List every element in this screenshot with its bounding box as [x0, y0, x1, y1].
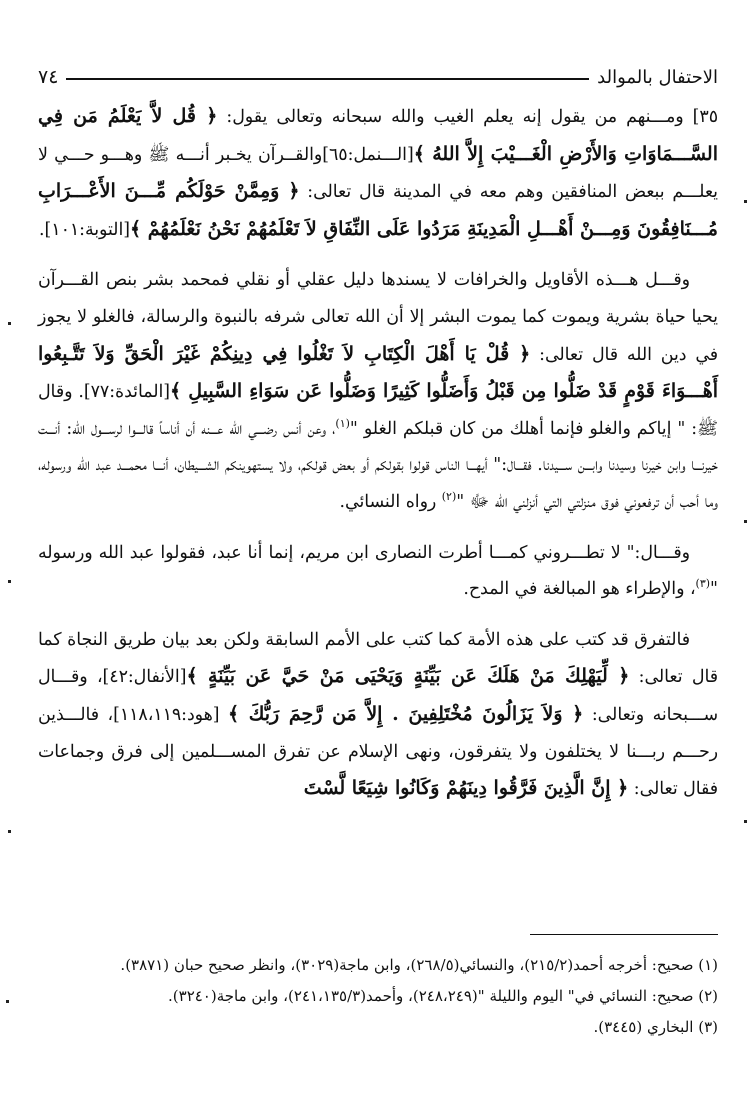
- text-segment: [الـــنمل:٦٥]والقــرآن يخـبر أنـــه ﷺ وهـــو حـــي لا يعلـــم ببعض المنافقين وهم معه في المدينة قال تعالى:: [38, 144, 718, 203]
- paragraph-1: [38, 98, 718, 248]
- footnote-1: (١) صحيح: أخرجه أحمد(٢١٥/٢)، والنسائي(٢٦٨/٥)، وابن ماجة(٣٠٢٩)، وانظر صحيح حبان (٣٨٧١).: [120, 956, 718, 974]
- footnote-separator: [530, 934, 718, 935]
- quran-verse: ﴿ إِنَّ الَّذِينَ فَرَّقُوا دِينَهُمْ وَكَانُوا شِيَعًا لَّسْتَ: [303, 777, 629, 800]
- quran-verse: ﴿ قُل لاَّ يَعْلَمُ مَن فِي السَّـــمَاوَاتِ وَالأَرْضِ الْغَـــيْبَ إِلاَّ اللهُ ﴾: [38, 105, 718, 165]
- running-header: [38, 60, 718, 88]
- footnotes: [38, 952, 718, 1045]
- text-segment: فالتفرق قد كتب على هذه الأمة كما كتب على الأمم السابقة ولكن بعد بيان طريق النجاة كما قال تعالى:: [38, 629, 718, 688]
- text-segment: [المائدة:٧٧]. وقال ﷺ: " إياكم والغلو فإنما أهلك من كان قبلكم الغلو ": [38, 382, 718, 439]
- quran-verse: ﴿ وَمِمَّنْ حَوْلَكُم مِّـــنَ الأَعْـــرَابِ مُـــنَافِقُونَ وَمِـــنْ أَهْـــلِ الْمَدِينَةِ مَرَدُوا عَلَى النِّفَاقِ لاَ تَعْلَمُهُمْ نَحْنُ نَعْلَمُهُمْ ﴾: [38, 180, 718, 240]
- text-segment: وقـــال:" لا تطـــروني كمـــا أطرت النصارى ابن مريم، إنما أنا عبد، فقولوا عبد الله ورسوله ": [38, 542, 718, 600]
- footnote-3: (٣) البخاري (٣٤٤٥).: [593, 1018, 718, 1036]
- text-segment: [الأنفال:٤٢]، وقـــال ســـبحانه وتعالى:: [38, 667, 718, 725]
- scan-mark: [744, 520, 747, 523]
- text-segment: رواه النسائي.: [339, 491, 442, 512]
- scan-mark: [744, 200, 747, 203]
- text-segment: ٣٥] ومـــنهم من يقول إنه يعلم الغيب والله سبحانه وتعالى يقول:: [217, 107, 718, 127]
- footnote-marker: (٢): [441, 490, 457, 504]
- text-segment: [هود:١١٨،١١٩]، فالـــذين رحـــم ربـــنا لا يختلفون ولا يتفرقون، ونهى الإسلام عن تفرق المســـلمين إلى فرق وجماعات فقال تعالى:: [38, 704, 718, 800]
- header-rule: [66, 78, 589, 80]
- paragraph-3: [38, 535, 718, 608]
- scan-mark: [8, 322, 11, 325]
- main-text: [38, 98, 718, 822]
- running-title: الاحتفال بالموالد: [597, 67, 718, 88]
- scan-mark: [744, 820, 747, 823]
- scan-mark: [8, 830, 11, 833]
- scan-mark: [6, 1000, 9, 1003]
- quran-verse: ﴿ وَلاَ يَزَالُونَ مُخْتَلِفِينَ . إِلاَّ مَن رَّحِمَ رَبُّكَ ﴾: [227, 702, 584, 725]
- text-segment: وقـــل هـــذه الأقاويل والخرافات لا يسندها دليل عقلي أو نقلي فمحمد بشر بنص القـــرآن يحيا حياة بشرية ويموت كما يموت البشر إلا أن الله تعالى شرفه بالنبوة والرسالة، فالغلو لا يجوز في دين الله قال تعالى:: [38, 270, 718, 365]
- text-segment: ، والإطراء هو المبالغة في المدح.: [463, 579, 696, 600]
- quran-verse: ﴿ قُلْ يَا أَهْلَ الْكِتَابِ لاَ تَغْلُوا فِي دِينِكُمْ غَيْرَ الْحَقِّ وَلاَ تَتَّـبِعُوا أَهْـــوَاءَ قَوْمٍ قَدْ ضَلُّوا مِن قَبْلُ وَأَضَلُّوا كَثِيرًا وَضَلُّوا عَن سَوَاءِ السَّبِيلِ ﴾: [38, 342, 718, 403]
- scan-mark: [8, 580, 11, 583]
- footnote-marker: (١): [335, 416, 350, 430]
- footnote-marker: (٣): [695, 577, 711, 591]
- text-segment: ، وعن أنس رضـــي الله عـــنه أن أناساً قالـــوا لرســـول الله: أنـــت خيرنـــا وابن خيرنا وسيدنا وابـــن ســـيدنا. فقـــال:" أيهـــا الناس قولوا بقولكم أو بعض قولكم، ولا يستهوينكم الشـــيطان، أنـــا محمـــد عبد الله ورسوله، وما أحب أن ترفعوني فوق منزلتي التي أنزلني الله ﷻ ": [38, 418, 718, 512]
- paragraph-4: [38, 622, 718, 808]
- page-number: ٧٤: [38, 66, 59, 88]
- paragraph-2: [38, 262, 718, 520]
- text-segment: [التوبة:١٠١].: [39, 219, 130, 240]
- quran-verse: ﴿ لِّيَهْلِكَ مَنْ هَلَكَ عَن بَيِّنَةٍ وَيَحْيَى مَنْ حَيَّ عَن بَيِّنَةٍ ﴾: [186, 665, 630, 688]
- footnote-2: (٢) صحيح: النسائي في" اليوم والليلة "(٢٤٨،٢٤٩)، وأحمد(٢٤١،١٣٥/٣)، وابن ماجة(٣٢٤٠).: [168, 987, 718, 1005]
